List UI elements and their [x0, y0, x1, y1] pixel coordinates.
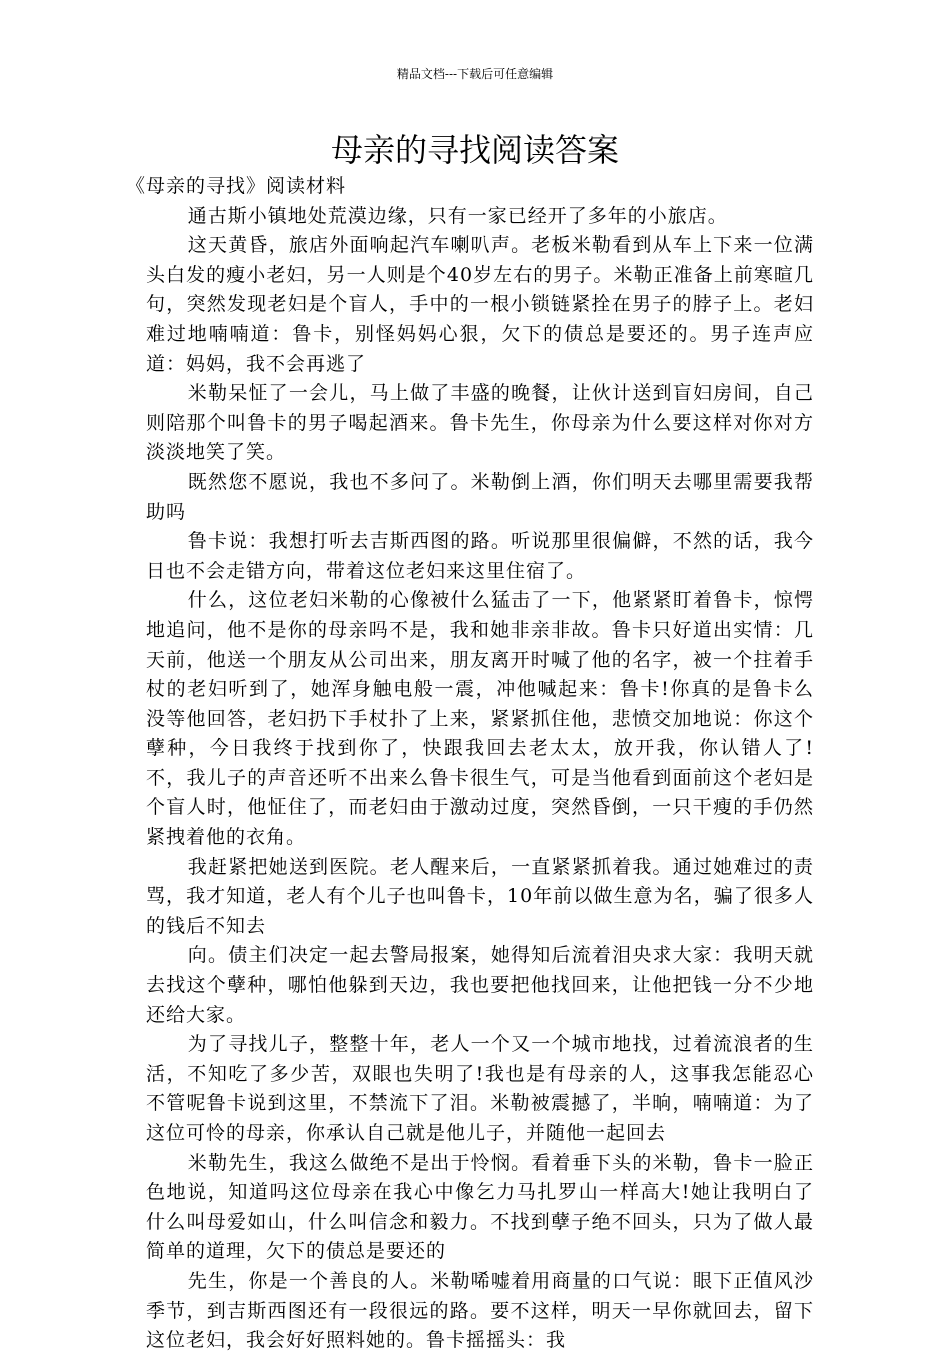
document-title: 母亲的寻找阅读答案 — [330, 131, 619, 169]
paragraph: 先生，你是一个善良的人。米勒唏嘘着用商量的口气说：眼下正值风沙季节，到吉斯西图还有一段很远的路。要不这样，明天一早你就回去，留下这位老妇，我会好好照料她的。鲁卡摇摇头：我 — [146, 1269, 814, 1352]
paragraph: 鲁卡说：我想打听去吉斯西图的路。听说那里很偏僻，不然的话，我今日也不会走错方向，带着这位老妇来这里住宿了。 — [146, 530, 814, 582]
paragraph: 既然您不愿说，我也不多问了。米勒倒上酒，你们明天去哪里需要我帮助吗 — [146, 470, 814, 523]
paragraph: 这天黄昏，旅店外面响起汽车喇叭声。老板米勒看到从车上下来一位满头白发的瘦小老妇，另一人则是个40岁左右的男子。米勒正准备上前寒暄几句，突然发现老妇是个盲人，手中的一根小锁链紧拴在男子的脖子上。老妇难过地喃喃道：鲁卡，别怪妈妈心狠，欠下的债总是要还的。男子连声应道：妈妈，我不会再逃了 — [146, 234, 814, 375]
paragraph: 为了寻找儿子，整整十年，老人一个又一个城市地找，过着流浪者的生活，不知吃了多少苦，双眼也失明了!我也是有母亲的人，这事我怎能忍心不管呢鲁卡说到这里，不禁流下了泪。米勒被震撼了，半晌，喃喃道：为了这位可怜的母亲，你承认自己就是他儿子，并随他一起回去 — [146, 1033, 814, 1144]
paragraph: 米勒呆怔了一会儿，马上做了丰盛的晚餐，让伙计送到盲妇房间，自己则陪那个叫鲁卡的男子喝起酒来。鲁卡先生，你母亲为什么要这样对你对方淡淡地笑了笑。 — [146, 382, 814, 464]
paragraph: 什么，这位老妇米勒的心像被什么猛击了一下，他紧紧盯着鲁卡，惊愕地追问，他不是你的母亲吗不是，我和她非亲非故。鲁卡只好道出实情：几天前，他送一个朋友从公司出来，朋友离开时喊了他的名字，被一个拄着手杖的老妇听到了，她浑身触电般一震，冲他喊起来：鲁卡!你真的是鲁卡么没等他回答，老妇扔下手杖扑了上来，紧紧抓住他，悲愤交加地说：你这个孽种，今日我终于找到你了，快跟我回去老太太，放开我，你认错人了!不，我儿子的声音还听不出来么鲁卡很生气，可是当他看到面前这个老妇是个盲人时，他怔住了，而老妇由于激动过度，突然昏倒，一只干瘦的手仍然紧拽着他的衣角。 — [146, 589, 814, 849]
page-header: 精品文档---下载后可任意编辑 — [396, 67, 554, 81]
document-subtitle: 《母亲的寻找》阅读材料 — [126, 175, 347, 197]
paragraph: 通古斯小镇地处荒漠边缘，只有一家已经开了多年的小旅店。 — [187, 204, 728, 227]
document-body — [126, 172, 814, 1356]
paragraph: 向。债主们决定一起去警局报案，她得知后流着泪央求大家：我明天就去找这个孽种，哪怕他躲到天边，我也要把他找回来，让他把钱一分不少地还给大家。 — [146, 944, 814, 1026]
paragraph: 我赶紧把她送到医院。老人醒来后，一直紧紧抓着我。通过她难过的责骂，我才知道，老人有个儿子也叫鲁卡，10年前以做生意为名，骗了很多人的钱后不知去 — [146, 855, 814, 937]
paragraph: 米勒先生，我这么做绝不是出于怜悯。看着垂下头的米勒，鲁卡一脸正色地说，知道吗这位母亲在我心中像乞力马扎罗山一样高大!她让我明白了什么叫母爱如山，什么叫信念和毅力。不找到孽子绝不回头，只为了做人最简单的道理，欠下的债总是要还的 — [146, 1151, 814, 1263]
